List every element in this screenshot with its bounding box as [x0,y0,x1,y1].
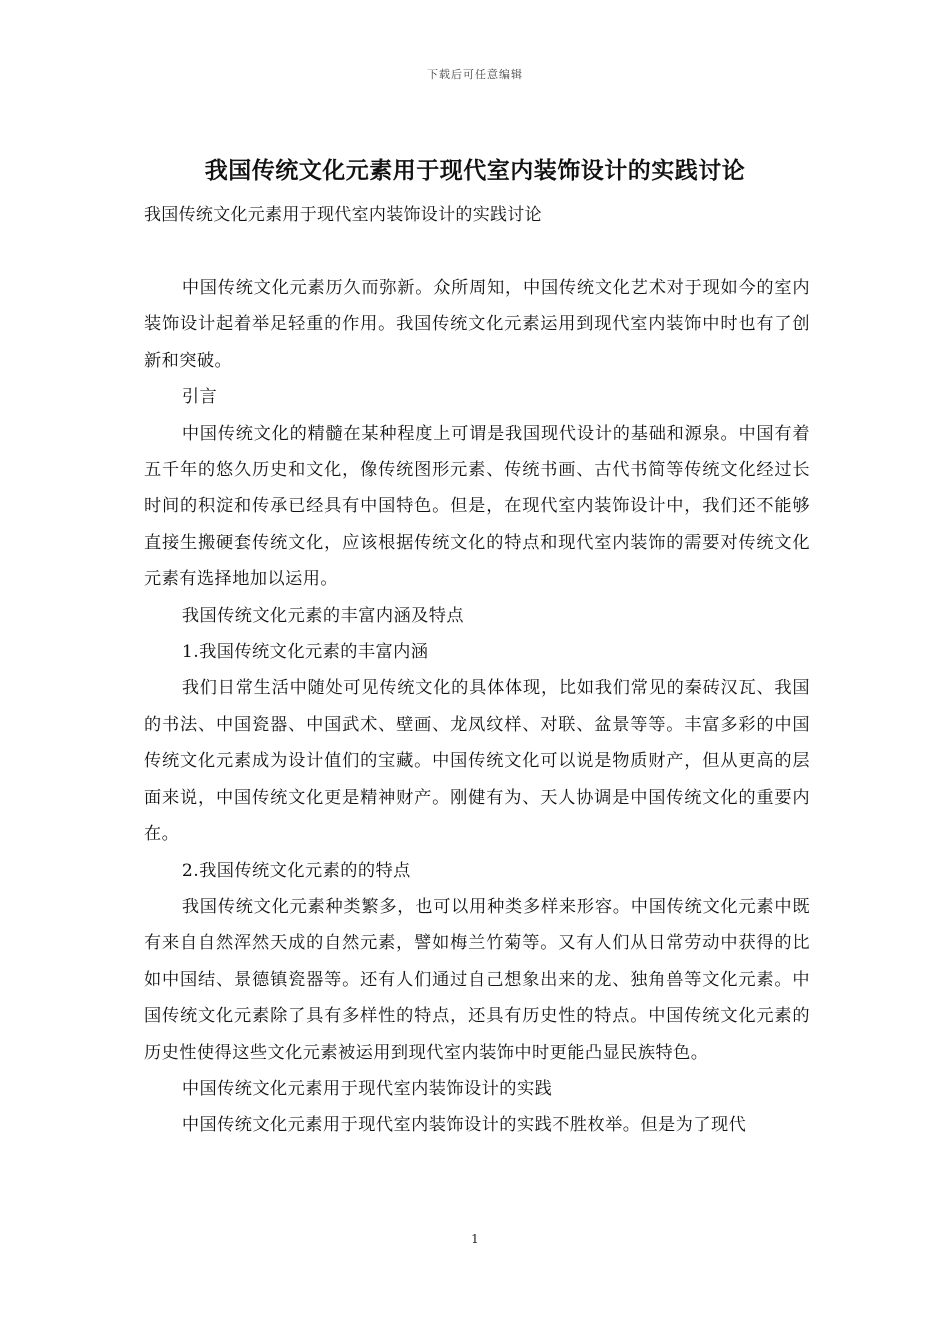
section-heading-connotation: 我国传统文化元素的丰富内涵及特点 [181,605,465,626]
paragraph-intro: 中国传统文化元素历久而弥新。众所周知，中国传统文化艺术对于现如今的室内装饰设计起着举足轻重的作用。我国传统文化元素运用到现代室内装饰中时也有了创新和突破。 [144,278,810,371]
heading-preface: 引言 [181,387,218,408]
document-title: 我国传统文化元素用于现代室内装饰设计的实践讨论 [204,158,746,184]
paragraph-characteristics: 我国传统文化元素种类繁多，也可以用种类多样来形容。中国传统文化元素中既有来自自然浑然天成的自然元素，譬如梅兰竹菊等。又有人们从日常劳动中获得的比如中国结、景德镇瓷器等。还有人们通过自己想象出来的龙、独角兽等文化元素。中国传统文化元素除了具有多样性的特点，还具有历史性的特点。中国传统文化元素的历史性使得这些文化元素被运用到现代室内装饰中时更能凸显民族特色。 [144,896,810,1063]
subheading-2: 2.我国传统文化元素的的特点 [181,860,411,881]
page-number: 1 [471,1232,479,1246]
paragraph-practice: 中国传统文化元素用于现代室内装饰设计的实践不胜枚举。但是为了现代 [181,1115,747,1136]
paragraph-preface: 中国传统文化的精髓在某种程度上可谓是我国现代设计的基础和源泉。中国有着五千年的悠久历史和文化，像传统图形元素、传统书画、古代书简等传统文化经过长时间的积淀和传承已经具有中国特色。但是，在现代室内装饰设计中，我们还不能够直接生搬硬套传统文化，应该根据传统文化的特点和现代室内装饰的需要对传统文化元素有选择地加以运用。 [144,423,810,590]
document-subtitle: 我国传统文化元素用于现代室内装饰设计的实践讨论 [144,205,542,225]
section-heading-practice: 中国传统文化元素用于现代室内装饰设计的实践 [181,1078,553,1099]
subheading-1: 1.我国传统文化元素的丰富内涵 [181,642,429,663]
paragraph-connotation: 我们日常生活中随处可见传统文化的具体体现，比如我们常见的秦砖汉瓦、我国的书法、中国瓷器、中国武术、壁画、龙凤纹样、对联、盆景等等。丰富多彩的中国传统文化元素成为设计值们的宝藏。中国传统文化可以说是物质财产，但从更高的层面来说，中国传统文化更是精神财产。刚健有为、天人协调是中国传统文化的重要内在。 [144,678,810,845]
header-note: 下载后可任意编辑 [427,68,523,81]
document-body [144,270,810,1144]
